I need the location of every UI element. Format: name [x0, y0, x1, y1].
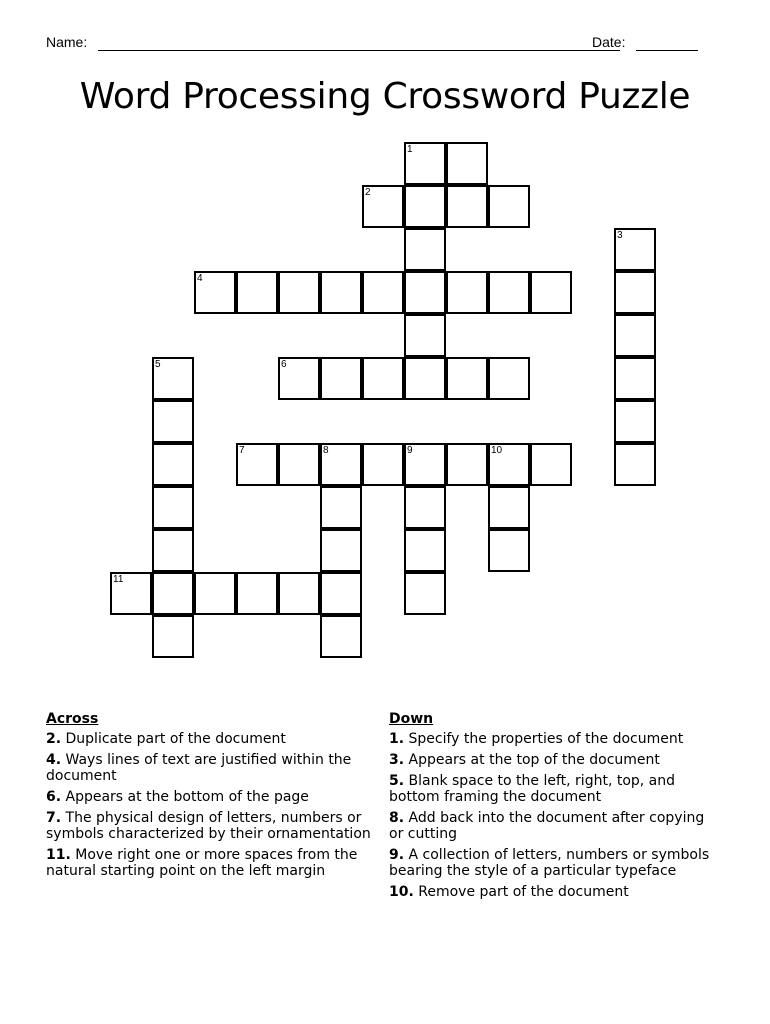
- grid-cell[interactable]: [404, 357, 446, 400]
- clue-number: 6.: [46, 789, 62, 805]
- grid-cell[interactable]: [320, 572, 362, 615]
- cell-number: 8: [323, 445, 329, 456]
- grid-cell[interactable]: [320, 271, 362, 314]
- grid-cell[interactable]: [194, 271, 236, 314]
- clue-text: Move right one or more spaces from the natural starting point on the left margin: [46, 847, 358, 879]
- clue-text: Ways lines of text are justified within the document: [46, 752, 352, 784]
- grid-cell[interactable]: [446, 357, 488, 400]
- clue-text: Appears at the bottom of the page: [61, 789, 309, 805]
- grid-cell[interactable]: [488, 357, 530, 400]
- cell-number: 10: [491, 445, 503, 456]
- clue-number: 5.: [389, 773, 405, 789]
- cell-number: 5: [155, 359, 161, 370]
- grid-cell[interactable]: [152, 357, 194, 400]
- down-clues: [389, 711, 719, 905]
- grid-cell[interactable]: [362, 271, 404, 314]
- cell-number: 11: [113, 574, 124, 585]
- clue-text: Specify the properties of the document: [404, 731, 684, 747]
- grid-cell[interactable]: [614, 271, 656, 314]
- clue-text: Appears at the top of the document: [404, 752, 660, 768]
- grid-cell[interactable]: [614, 228, 656, 271]
- date-label: Date:: [592, 34, 626, 50]
- grid-cell[interactable]: [488, 185, 530, 228]
- clue-number: 9.: [389, 847, 405, 863]
- down-clue: [389, 810, 719, 842]
- grid-cell[interactable]: [404, 228, 446, 271]
- grid-cell[interactable]: [194, 572, 236, 615]
- grid-cell[interactable]: [488, 529, 530, 572]
- grid-cell[interactable]: [530, 271, 572, 314]
- grid-cell[interactable]: [362, 185, 404, 228]
- clue-text: Duplicate part of the document: [61, 731, 286, 747]
- across-clue: [46, 789, 384, 805]
- grid-cell[interactable]: [362, 357, 404, 400]
- grid-cell[interactable]: [614, 314, 656, 357]
- grid-cell[interactable]: [362, 443, 404, 486]
- grid-cell[interactable]: [278, 271, 320, 314]
- grid-cell[interactable]: [278, 443, 320, 486]
- grid-cell[interactable]: [614, 357, 656, 400]
- grid-cell[interactable]: [236, 572, 278, 615]
- down-clue: [389, 731, 719, 747]
- clue-number: 11.: [46, 847, 71, 863]
- cell-number: 6: [281, 359, 287, 370]
- grid-cell[interactable]: [278, 357, 320, 400]
- grid-cell[interactable]: [404, 185, 446, 228]
- clue-number: 1.: [389, 731, 405, 747]
- grid-cell[interactable]: [530, 443, 572, 486]
- grid-cell[interactable]: [320, 529, 362, 572]
- grid-cell[interactable]: [614, 443, 656, 486]
- down-clue: [389, 752, 719, 768]
- grid-cell[interactable]: [236, 443, 278, 486]
- grid-cell[interactable]: [152, 400, 194, 443]
- grid-cell[interactable]: [278, 572, 320, 615]
- clue-number: 8.: [389, 810, 405, 826]
- clue-number: 10.: [389, 884, 414, 900]
- page-title: Word Processing Crossword Puzzle: [79, 76, 691, 117]
- clue-number: 7.: [46, 810, 62, 826]
- grid-cell[interactable]: [152, 486, 194, 529]
- down-heading: Down: [389, 711, 434, 727]
- grid-cell[interactable]: [320, 443, 362, 486]
- grid-cell[interactable]: [320, 357, 362, 400]
- across-clue: [46, 752, 384, 784]
- across-clue: [46, 810, 384, 842]
- down-clue: [389, 884, 719, 900]
- grid-cell[interactable]: [152, 443, 194, 486]
- name-label: Name:: [46, 34, 88, 50]
- clue-number: 2.: [46, 731, 62, 747]
- grid-cell[interactable]: [404, 529, 446, 572]
- grid-cell[interactable]: [488, 486, 530, 529]
- across-clues: [46, 711, 384, 884]
- grid-cell[interactable]: [404, 142, 446, 185]
- grid-cell[interactable]: [236, 271, 278, 314]
- grid-cell[interactable]: [446, 271, 488, 314]
- clue-text: Remove part of the document: [413, 884, 629, 900]
- cell-number: 4: [197, 273, 203, 284]
- clue-text: Add back into the document after copying or cutting: [389, 810, 705, 842]
- cell-number: 2: [365, 187, 371, 198]
- grid-cell[interactable]: [404, 572, 446, 615]
- clue-number: 4.: [46, 752, 62, 768]
- grid-cell[interactable]: [404, 443, 446, 486]
- across-heading: Across: [46, 711, 99, 727]
- clue-text: The physical design of letters, numbers or symbols characterized by their ornamentation: [46, 810, 371, 842]
- grid-cell[interactable]: [110, 572, 152, 615]
- grid-cell[interactable]: [152, 572, 194, 615]
- across-clue: [46, 847, 384, 879]
- clue-text: Blank space to the left, right, top, and bottom framing the document: [389, 773, 676, 805]
- grid-cell[interactable]: [152, 529, 194, 572]
- down-clue: [389, 847, 719, 879]
- grid-cell[interactable]: [404, 271, 446, 314]
- grid-cell[interactable]: [488, 271, 530, 314]
- clue-text: A collection of letters, numbers or symbols bearing the style of a particular typeface: [389, 847, 710, 879]
- cell-number: 1: [407, 144, 413, 155]
- cell-number: 9: [407, 445, 413, 456]
- grid-cell[interactable]: [446, 142, 488, 185]
- cell-number: 3: [617, 230, 623, 241]
- grid-cell[interactable]: [404, 486, 446, 529]
- grid-cell[interactable]: [446, 443, 488, 486]
- grid-cell[interactable]: [152, 615, 194, 658]
- grid-cell[interactable]: [614, 400, 656, 443]
- grid-cell[interactable]: [320, 615, 362, 658]
- grid-cell[interactable]: [320, 486, 362, 529]
- grid-cell[interactable]: [488, 443, 530, 486]
- across-clue: [46, 731, 384, 747]
- cell-number: 7: [239, 445, 245, 456]
- down-clue: [389, 773, 719, 805]
- grid-cell[interactable]: [446, 185, 488, 228]
- grid-cell[interactable]: [404, 314, 446, 357]
- clue-number: 3.: [389, 752, 405, 768]
